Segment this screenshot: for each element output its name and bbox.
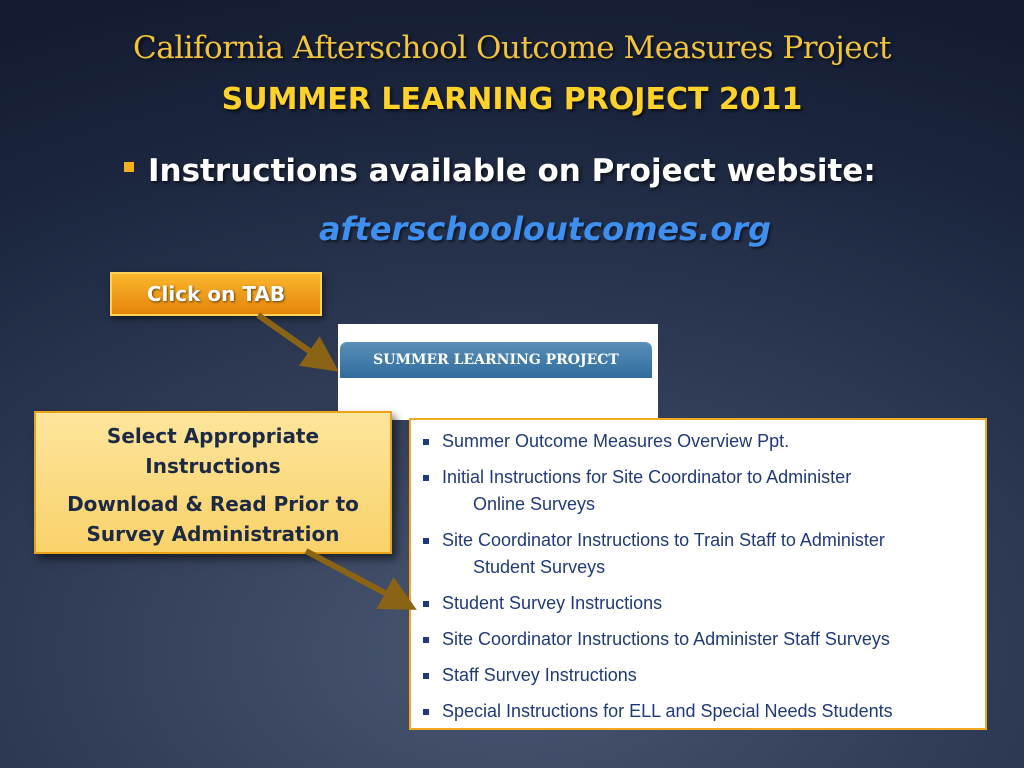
instruction-item[interactable]	[423, 464, 975, 518]
instruction-item[interactable]	[423, 527, 975, 581]
instruction-text-continued: Online Surveys	[473, 494, 596, 514]
square-bullet-icon	[423, 673, 429, 679]
instruction-item[interactable]	[423, 698, 975, 725]
instruction-text: Special Instructions for ELL and Special Needs Students	[442, 701, 893, 721]
square-bullet-icon	[423, 439, 429, 445]
instruction-text: Student Survey Instructions	[442, 593, 663, 613]
square-bullet-icon	[423, 475, 429, 481]
slide-title: California Afterschool Outcome Measures Project	[133, 30, 891, 66]
instruction-item[interactable]	[423, 626, 975, 653]
square-bullet-icon	[423, 709, 429, 715]
slide-subtitle: SUMMER LEARNING PROJECT 2011	[221, 82, 803, 117]
instruction-text: Staff Survey Instructions	[442, 665, 637, 685]
square-bullet-icon	[423, 637, 429, 643]
instruction-text: Site Coordinator Instructions to Train Staff to Administer	[442, 530, 885, 550]
square-bullet-icon	[423, 538, 429, 544]
arrow-to-list	[306, 551, 402, 602]
instruction-text-continued: Student Surveys	[473, 557, 606, 577]
download-read-text: Download & Read Prior to Survey Administration	[67, 492, 359, 546]
instruction-text: Site Coordinator Instructions to Administer Staff Surveys	[442, 629, 890, 649]
tab-screenshot	[338, 324, 658, 420]
instruction-item[interactable]	[423, 590, 975, 617]
arrow-to-tab	[258, 315, 325, 362]
summer-learning-project-tab[interactable]: SUMMER LEARNING PROJECT	[340, 342, 652, 378]
website-link[interactable]: afterschooloutcomes.org	[319, 210, 771, 248]
instruction-text: Summer Outcome Measures Overview Ppt.	[442, 431, 790, 451]
main-bullet	[124, 153, 876, 189]
instructions-list	[423, 428, 975, 725]
click-on-tab-callout: Click on TAB	[110, 272, 322, 316]
instruction-item[interactable]	[423, 428, 975, 455]
instruction-text: Initial Instructions for Site Coordinator to Administer	[442, 467, 852, 487]
square-bullet-icon	[423, 601, 429, 607]
select-instructions-callout	[34, 411, 392, 554]
instructions-list-box	[409, 418, 987, 730]
instruction-item[interactable]	[423, 662, 975, 689]
main-bullet-text: Instructions available on Project website:	[148, 153, 876, 189]
square-bullet-icon	[124, 162, 134, 172]
select-instructions-text: Select Appropriate Instructions	[106, 424, 320, 478]
